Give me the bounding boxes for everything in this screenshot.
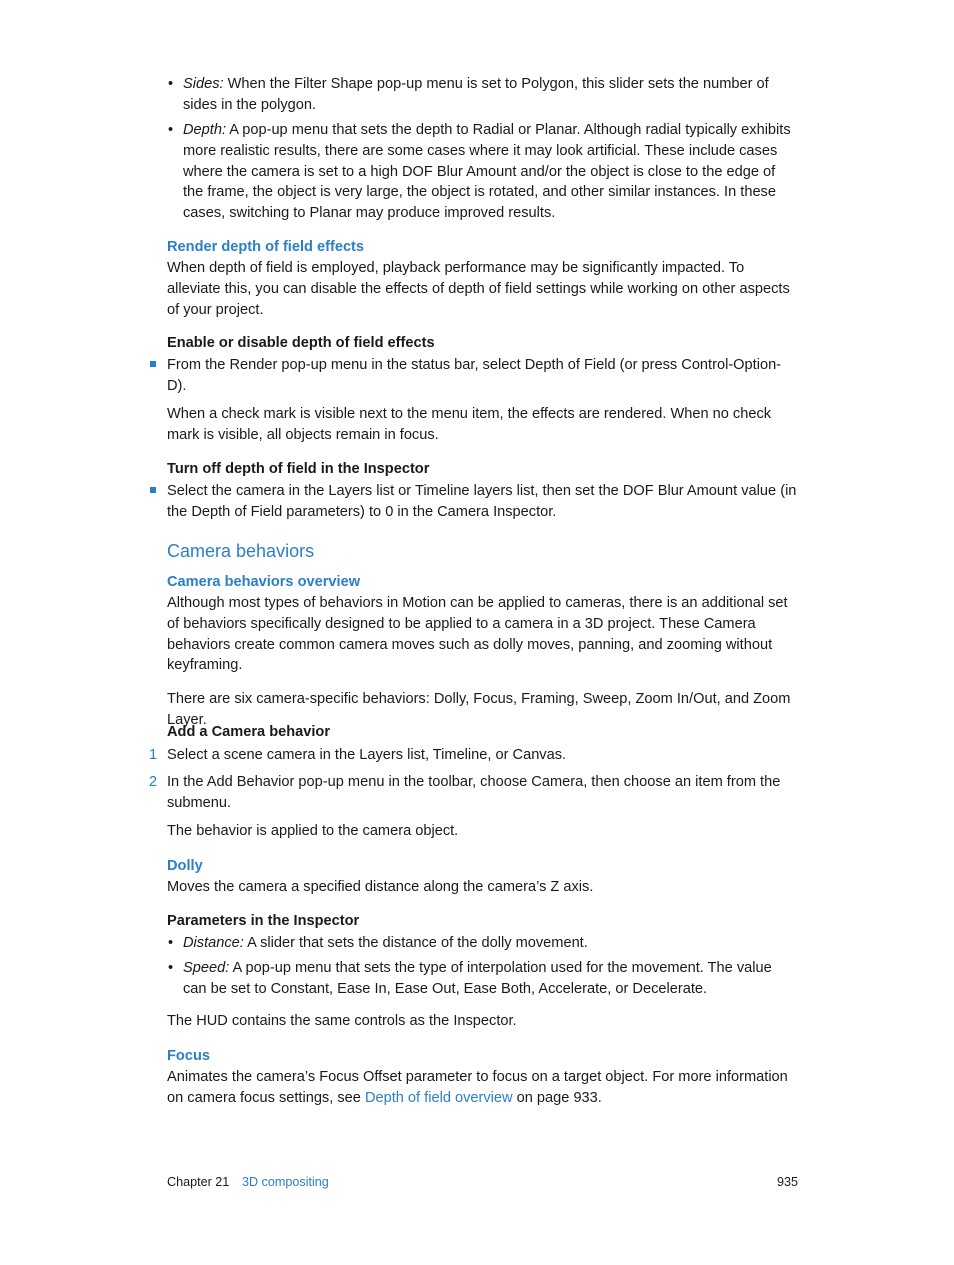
turn-off-dof-heading: Turn off depth of field in the Inspector: [167, 461, 430, 477]
bullet-depth: [183, 120, 795, 224]
six-behaviors-text: There are six camera-specific behaviors: Dolly, Focus, Framing, Sweep, Zoom In/Out, and Zoom Layer.: [167, 691, 791, 728]
bullet-text: A pop-up menu that sets the depth to Radial or Planar. Although radial typically exhibits more realistic results, there are some cases where it may look artificial. These include cases where the camera is set to a high DOF Blur Amount and/or the object is close to the edge of the frame, the object is very large, the object is rotated, and other similar instances. In these cases, switching to Planar may produce improved results.: [183, 122, 791, 222]
bullet-dot: •: [168, 960, 174, 976]
focus-body: [167, 1067, 799, 1109]
add-behavior-step: In the Add Behavior pop-up menu in the toolbar, choose Camera, then choose an item from the submenu.: [167, 774, 781, 811]
step-number: 2: [149, 774, 158, 790]
depth-of-field-overview-link[interactable]: Depth of field overview: [364, 1089, 513, 1106]
footer-chapter-title-link[interactable]: 3D compositing: [242, 1175, 329, 1189]
bullet-term: Distance:: [183, 935, 244, 951]
bullet-term: Speed:: [183, 960, 230, 976]
step-number: 1: [149, 747, 158, 763]
bullet-sides: [183, 74, 795, 116]
enable-dof-step: From the Render pop-up menu in the status bar, select Depth of Field (or press Control-Option-D).: [167, 357, 782, 394]
add-behavior-result: The behavior is applied to the camera object.: [167, 823, 459, 839]
bullet-speed: [183, 958, 795, 1000]
dolly-hud: The HUD contains the same controls as the Inspector.: [167, 1013, 517, 1029]
dolly-params-heading: Parameters in the Inspector: [167, 913, 360, 929]
bullet-text: A slider that sets the distance of the dolly movement.: [243, 935, 588, 951]
add-behavior-heading: Add a Camera behavior: [167, 724, 331, 740]
bullet-dot: •: [168, 76, 174, 92]
page-number: 935: [777, 1175, 799, 1189]
turn-off-dof-step: Select the camera in the Layers list or Timeline layers list, then set the DOF Blur Amount value (in the Depth of Field parameters) to 0 in the Camera Inspector.: [167, 483, 797, 520]
bullet-distance: [183, 933, 795, 954]
step-square-icon: [150, 361, 156, 367]
bullet-text: A pop-up menu that sets the type of interpolation used for the movement. The value can be set to Constant, Ease In, Ease Out, Ease Both, Accelerate, or Decelerate.: [183, 960, 772, 997]
bullet-term: Sides:: [183, 76, 224, 92]
enable-dof-heading: Enable or disable depth of field effects: [167, 335, 435, 351]
render-dof-heading: Render depth of field effects: [167, 239, 365, 255]
step-square-icon: [150, 487, 156, 493]
bullet-dot: •: [168, 935, 174, 951]
render-dof-body: When depth of field is employed, playback performance may be significantly impacted. To alleviate this, you can disable the effects of depth of field settings while working on other aspects of your project.: [167, 260, 790, 318]
bullet-term: Depth:: [183, 122, 226, 138]
dolly-body: Moves the camera a specified distance along the camera’s Z axis.: [167, 879, 594, 895]
focus-heading: Focus: [167, 1048, 210, 1064]
focus-body-text: on page 933.: [512, 1089, 602, 1106]
camera-behaviors-overview-body: Although most types of behaviors in Motion can be applied to cameras, there is an additional set of behaviors specifically designed to be applied to a camera in a 3D project. These Camera behaviors create common camera moves such as dolly moves, panning, and zooming without keyframing.: [167, 595, 788, 674]
bullet-dot: •: [168, 122, 174, 138]
dolly-heading: Dolly: [167, 858, 203, 874]
enable-dof-note: When a check mark is visible next to the menu item, the effects are rendered. When no check mark is visible, all objects remain in focus.: [167, 406, 772, 443]
add-behavior-step: Select a scene camera in the Layers list, Timeline, or Canvas.: [167, 747, 567, 763]
focus-body-text: Animates the camera’s Focus Offset parameter to focus on a target object. For more information on camera focus settings, see: [167, 1069, 788, 1106]
footer-chapter: Chapter 21: [167, 1175, 230, 1189]
bullet-text: When the Filter Shape pop-up menu is set to Polygon, this slider sets the number of sides in the polygon.: [183, 76, 769, 113]
camera-behaviors-overview-heading: Camera behaviors overview: [167, 574, 361, 590]
camera-behaviors-title: Camera behaviors: [167, 541, 315, 561]
